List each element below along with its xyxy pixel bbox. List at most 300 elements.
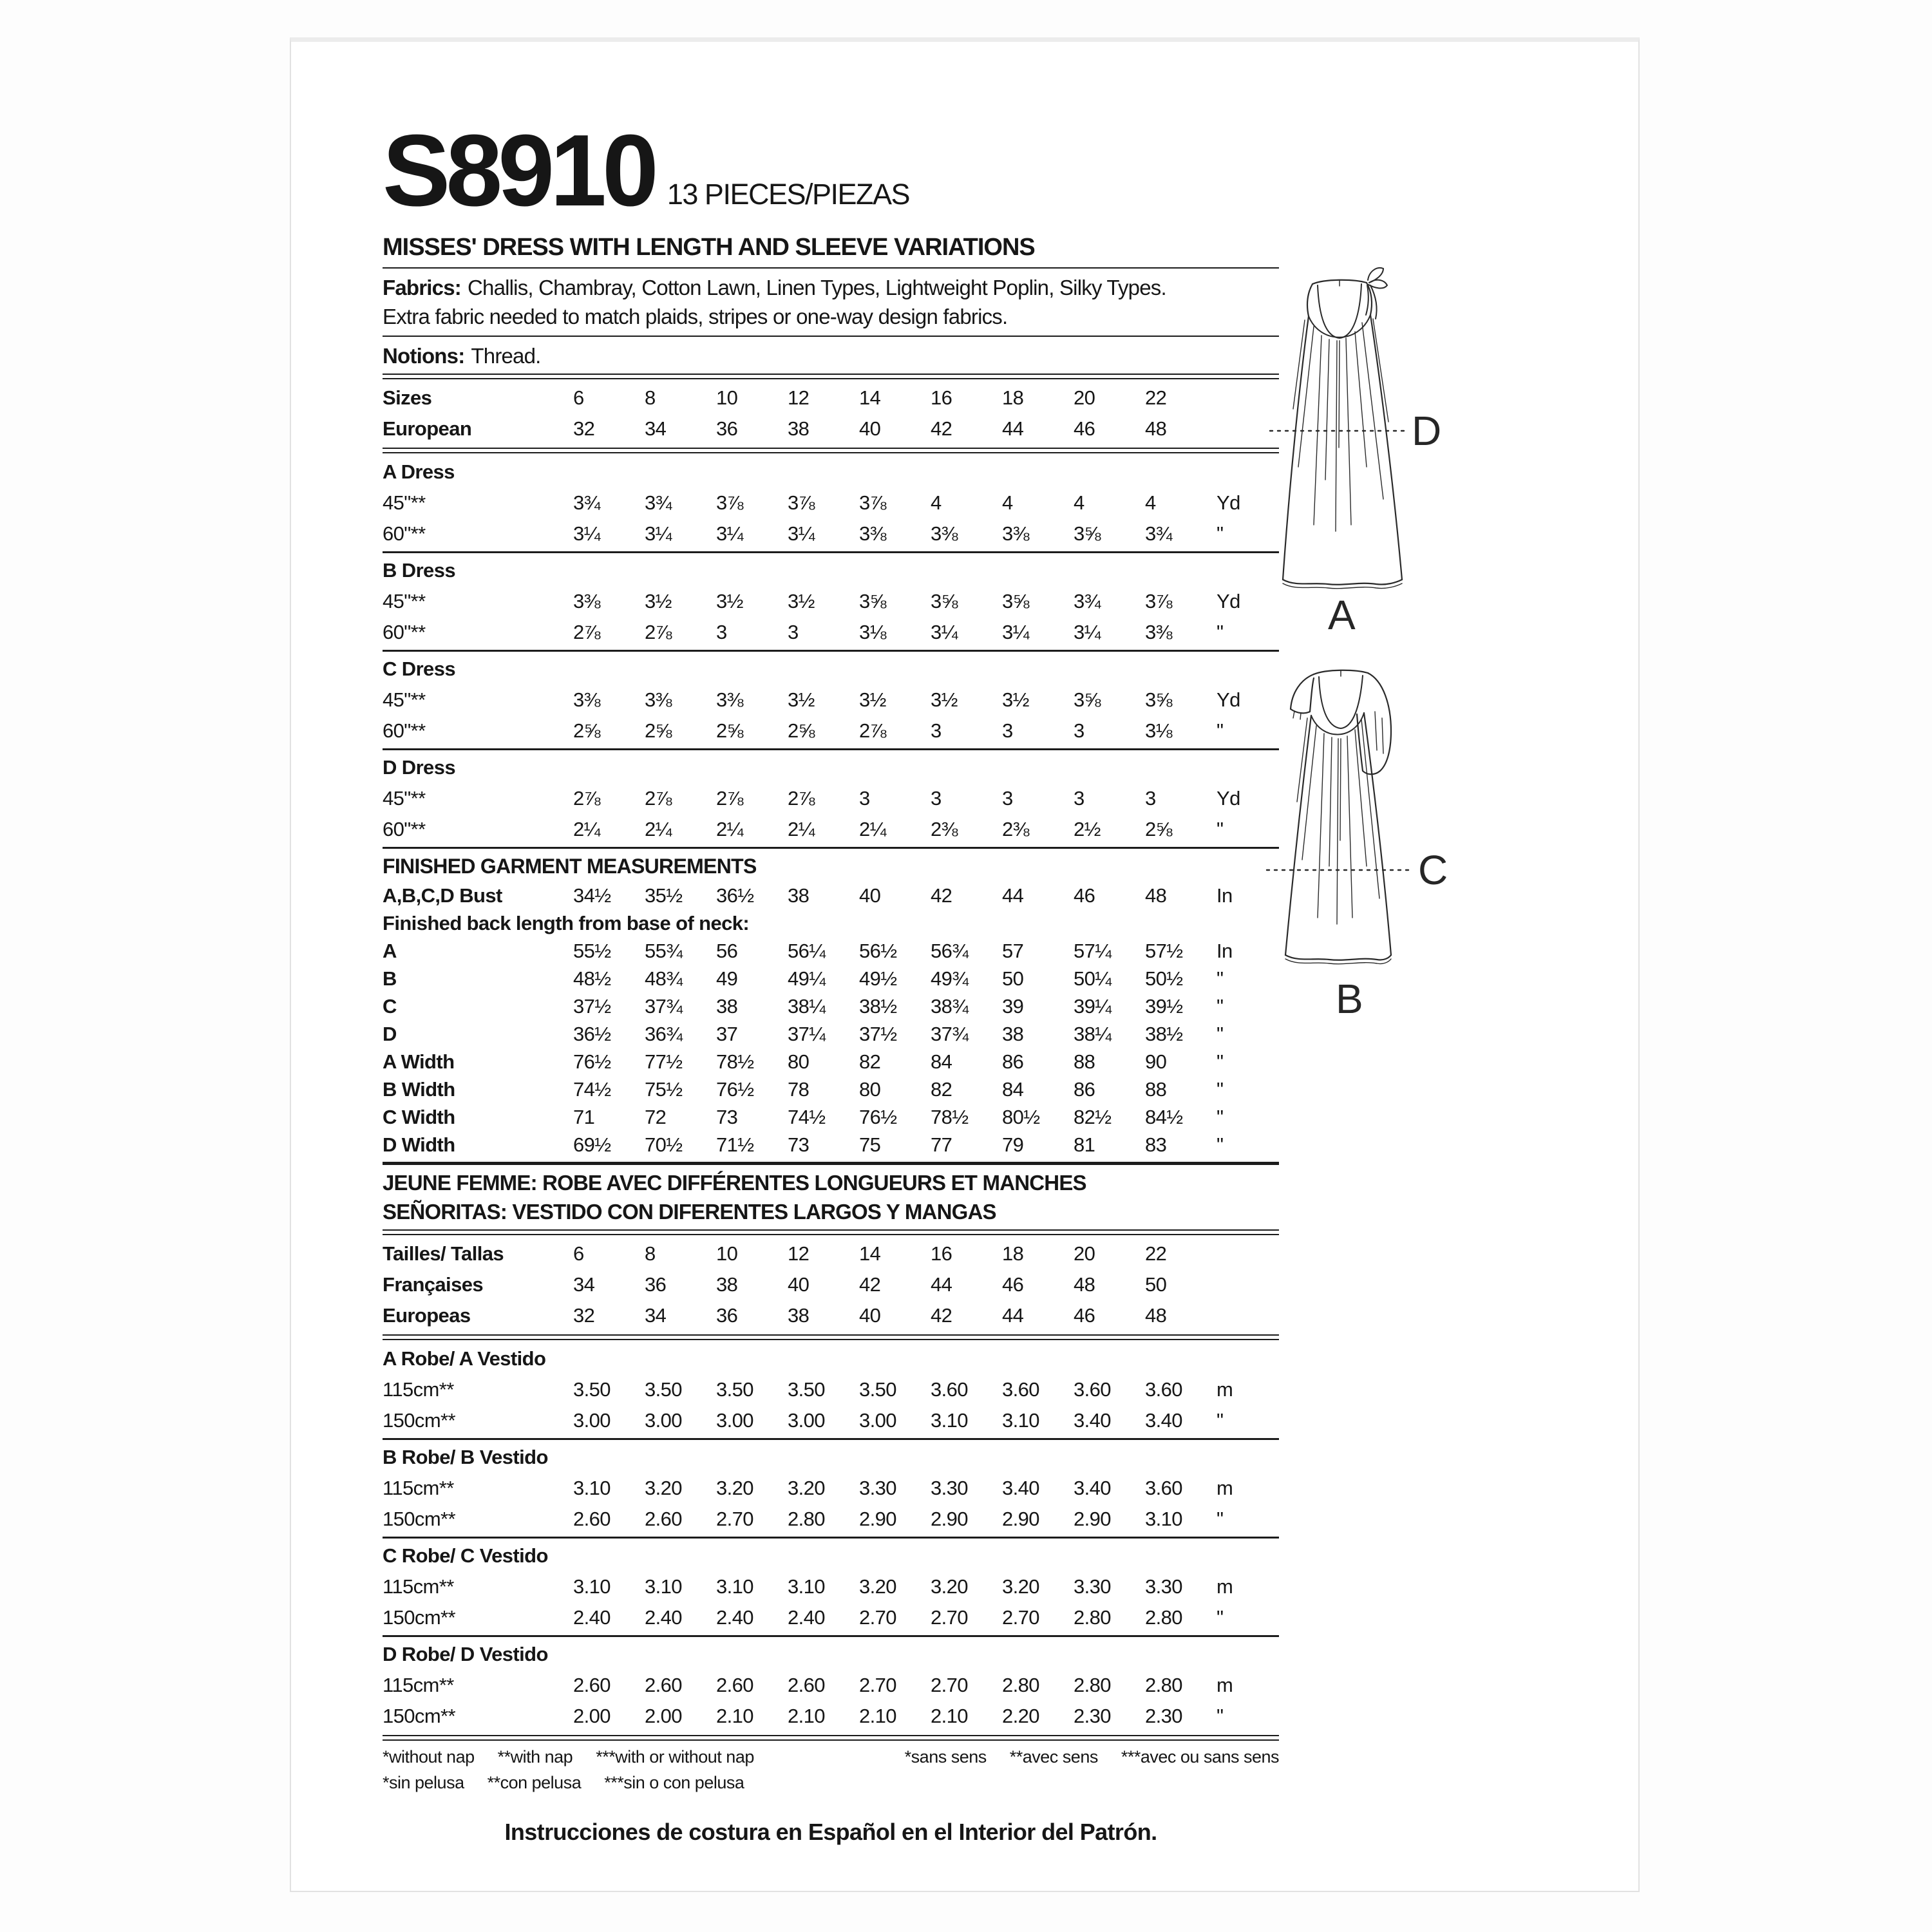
table-row xyxy=(383,685,1279,715)
size-value: 3.20 xyxy=(931,1575,968,1598)
size-value: 2.20 xyxy=(1002,1705,1039,1728)
size-value: 2.10 xyxy=(716,1705,753,1728)
size-value: 3½ xyxy=(788,590,815,613)
size-value: 32 xyxy=(573,1304,595,1327)
divider xyxy=(383,847,1279,849)
size-value: 56¾ xyxy=(931,940,969,963)
size-value: 2⅝ xyxy=(788,719,815,743)
size-value: 78 xyxy=(788,1078,810,1101)
size-value: 3¼ xyxy=(788,522,815,545)
size-value: 3¼ xyxy=(645,522,672,545)
size-value: 77½ xyxy=(645,1050,683,1074)
row-label: C Width xyxy=(383,1106,455,1129)
size-value: 71½ xyxy=(716,1133,754,1157)
size-value: 3⅞ xyxy=(859,491,886,515)
size-value: 2.60 xyxy=(716,1674,753,1697)
size-value: 2⅞ xyxy=(645,621,672,644)
size-value: 2.70 xyxy=(859,1674,896,1697)
footnotes-english xyxy=(383,1744,777,1770)
size-value: 3 xyxy=(859,787,870,810)
size-value: 3⅞ xyxy=(1145,590,1172,613)
size-value: 38½ xyxy=(1145,1023,1183,1046)
size-value: 70½ xyxy=(645,1133,683,1157)
size-value: 3¾ xyxy=(573,491,600,515)
row-label: C xyxy=(383,995,397,1018)
section-title: B Robe/ B Vestido xyxy=(383,1446,548,1469)
size-value: 3.20 xyxy=(645,1477,682,1500)
size-value: 3¼ xyxy=(1074,621,1101,644)
table-row xyxy=(383,1048,1279,1075)
row-label: A,B,C,D Bust xyxy=(383,884,502,907)
divider xyxy=(383,1635,1279,1637)
unit-label: " xyxy=(1217,1705,1224,1728)
size-value: 38½ xyxy=(859,995,897,1018)
row-label: 150cm** xyxy=(383,1606,455,1629)
size-value: 8 xyxy=(645,386,656,410)
section-title: A Robe/ A Vestido xyxy=(383,1347,546,1370)
unit-label: m xyxy=(1217,1674,1233,1697)
size-value: 3.60 xyxy=(931,1378,968,1401)
spanish-instructions-note: Instrucciones de costura en Español en el Interior del Patrón. xyxy=(504,1819,1157,1846)
size-value: 2.70 xyxy=(859,1606,896,1629)
row-label: 60"** xyxy=(383,719,426,743)
size-value: 82 xyxy=(931,1078,952,1101)
fabrics-line xyxy=(383,273,1279,302)
pattern-number: S8910 xyxy=(383,114,654,227)
table-row xyxy=(383,909,1279,937)
size-value: 3.40 xyxy=(1145,1409,1182,1432)
size-value: 56 xyxy=(716,940,738,963)
size-value: 10 xyxy=(716,386,738,410)
size-value: 75½ xyxy=(645,1078,683,1101)
size-value: 3.50 xyxy=(788,1378,825,1401)
size-value: 6 xyxy=(573,386,584,410)
size-value: 82 xyxy=(859,1050,881,1074)
size-value: 90 xyxy=(1145,1050,1167,1074)
size-value: 2½ xyxy=(1074,818,1101,841)
size-value: 69½ xyxy=(573,1133,611,1157)
size-value: 50 xyxy=(1145,1273,1167,1296)
divider xyxy=(383,336,1279,337)
footnotes xyxy=(383,1744,1279,1795)
footnote-item: **with nap xyxy=(497,1747,573,1767)
size-value: 2.10 xyxy=(859,1705,896,1728)
size-value: 3.60 xyxy=(1145,1477,1182,1500)
size-value: 44 xyxy=(1002,884,1024,907)
unit-label: m xyxy=(1217,1477,1233,1500)
size-value: 37¾ xyxy=(931,1023,969,1046)
divider xyxy=(383,551,1279,553)
size-value: 38 xyxy=(1002,1023,1024,1046)
size-value: 3 xyxy=(1002,719,1013,743)
size-value: 3⅝ xyxy=(1074,522,1101,545)
size-value: 42 xyxy=(931,1304,952,1327)
fabrics-label: Fabrics: xyxy=(383,276,461,300)
size-value: 50 xyxy=(1002,967,1024,990)
size-value: 80 xyxy=(788,1050,810,1074)
size-value: 2.80 xyxy=(1074,1674,1111,1697)
unit-label xyxy=(1217,1238,1273,1269)
footnote-item: *sin pelusa xyxy=(383,1773,464,1793)
size-value: 57¼ xyxy=(1074,940,1112,963)
section-title: D Dress xyxy=(383,756,455,779)
size-value: 2⅞ xyxy=(573,621,600,644)
size-value: 48¾ xyxy=(645,967,683,990)
size-value: 76½ xyxy=(859,1106,897,1129)
size-value: 3⅞ xyxy=(788,491,815,515)
size-value: 3¾ xyxy=(1145,522,1172,545)
unit-label: " xyxy=(1217,967,1224,990)
size-value: 3¼ xyxy=(573,522,600,545)
notions-label: Notions: xyxy=(383,344,465,368)
footnote-line-1 xyxy=(383,1744,1279,1770)
size-value: 3.10 xyxy=(1145,1508,1182,1531)
size-value: 3.50 xyxy=(645,1378,682,1401)
sleeveless-maxi-dress-icon xyxy=(1257,254,1470,673)
size-value: 40 xyxy=(859,884,881,907)
size-value: 3.40 xyxy=(1002,1477,1039,1500)
size-value: 38¾ xyxy=(931,995,969,1018)
size-value: 37½ xyxy=(573,995,611,1018)
size-value: 3.10 xyxy=(1002,1409,1039,1432)
table-row xyxy=(383,715,1279,746)
size-value: 44 xyxy=(1002,1304,1024,1327)
divider xyxy=(383,650,1279,652)
size-value: 2.80 xyxy=(788,1508,825,1531)
size-value: 36¾ xyxy=(645,1023,683,1046)
size-value: 3.60 xyxy=(1002,1378,1039,1401)
size-value: 48 xyxy=(1145,884,1167,907)
size-value: 8 xyxy=(645,1242,656,1265)
divider xyxy=(383,267,1279,269)
size-value: 39 xyxy=(1002,995,1024,1018)
unit-label: " xyxy=(1217,621,1224,644)
size-value: 83 xyxy=(1145,1133,1167,1157)
size-value: 84 xyxy=(1002,1078,1024,1101)
size-value: 74½ xyxy=(788,1106,826,1129)
table-row xyxy=(383,1269,1279,1300)
unit-label: m xyxy=(1217,1575,1233,1598)
size-value: 2.70 xyxy=(1002,1606,1039,1629)
footnote-item: ***avec ou sans sens xyxy=(1121,1747,1279,1767)
table-row xyxy=(383,1300,1279,1331)
size-value: 3.00 xyxy=(788,1409,825,1432)
size-value: 2.10 xyxy=(788,1705,825,1728)
size-value: 2.80 xyxy=(1145,1606,1182,1629)
table-row xyxy=(383,1571,1279,1602)
footnote-item: **con pelusa xyxy=(487,1773,582,1793)
size-value: 37¾ xyxy=(645,995,683,1018)
table-subhead: Finished back length from base of neck: xyxy=(383,912,750,935)
footnote-item: ***sin o con pelusa xyxy=(604,1773,744,1793)
size-value: 44 xyxy=(1002,417,1024,440)
size-value: 3⅜ xyxy=(573,688,600,712)
size-value: 16 xyxy=(931,1242,952,1265)
unit-label: " xyxy=(1217,522,1224,545)
size-value: 2¼ xyxy=(573,818,600,841)
size-value: 2⅞ xyxy=(645,787,672,810)
size-value: 34 xyxy=(573,1273,595,1296)
size-value: 2.70 xyxy=(716,1508,753,1531)
size-value: 4 xyxy=(1074,491,1084,515)
size-value: 2⅝ xyxy=(645,719,672,743)
size-value: 49¼ xyxy=(788,967,826,990)
size-value: 78½ xyxy=(931,1106,969,1129)
size-value: 2.40 xyxy=(573,1606,611,1629)
row-label: 45"** xyxy=(383,491,426,515)
size-value: 36 xyxy=(645,1273,667,1296)
unit-label: Yd xyxy=(1217,688,1240,712)
size-value: 3.00 xyxy=(859,1409,896,1432)
size-value: 3.30 xyxy=(931,1477,968,1500)
size-value: 38¼ xyxy=(788,995,826,1018)
row-label: 60"** xyxy=(383,621,426,644)
row-label: 60"** xyxy=(383,522,426,545)
fabrics-text: Challis, Chambray, Cotton Lawn, Linen Types, Lightweight Poplin, Silky Types. xyxy=(467,276,1166,300)
size-value: 2⅜ xyxy=(931,818,958,841)
size-value: 3¼ xyxy=(716,522,743,545)
row-label: D xyxy=(383,1023,397,1046)
divider xyxy=(383,1229,1279,1235)
size-value: 71 xyxy=(573,1106,595,1129)
size-value: 4 xyxy=(1002,491,1013,515)
length-label-d: D xyxy=(1412,408,1442,454)
row-label: Europeas xyxy=(383,1304,471,1327)
size-value: 49¾ xyxy=(931,967,969,990)
size-value: 3.10 xyxy=(931,1409,968,1432)
size-value: 49½ xyxy=(859,967,897,990)
size-value: 44 xyxy=(931,1273,952,1296)
size-value: 2.70 xyxy=(931,1674,968,1697)
size-value: 42 xyxy=(931,884,952,907)
size-value: 20 xyxy=(1074,386,1095,410)
unit-label: " xyxy=(1217,1606,1224,1629)
table-row xyxy=(383,1602,1279,1633)
size-value: 36 xyxy=(716,1304,738,1327)
size-value: 3.40 xyxy=(1074,1409,1111,1432)
row-label: 45"** xyxy=(383,590,426,613)
size-value: 40 xyxy=(859,417,881,440)
table-row xyxy=(383,814,1279,845)
size-value: 2.60 xyxy=(788,1674,825,1697)
size-value: 42 xyxy=(859,1273,881,1296)
size-value: 3⅜ xyxy=(1145,621,1172,644)
size-value: 3¾ xyxy=(645,491,672,515)
table-row xyxy=(383,413,1279,444)
size-value: 6 xyxy=(573,1242,584,1265)
unit-label: " xyxy=(1217,1106,1224,1129)
table-row xyxy=(383,882,1279,909)
size-value: 18 xyxy=(1002,1242,1024,1265)
yardage-chart xyxy=(383,114,1279,1846)
size-value: 22 xyxy=(1145,1242,1167,1265)
size-value: 78½ xyxy=(716,1050,754,1074)
size-value: 3½ xyxy=(716,590,743,613)
size-value: 80 xyxy=(859,1078,881,1101)
size-value: 3.00 xyxy=(716,1409,753,1432)
footnote-item: **avec sens xyxy=(1009,1747,1098,1767)
unit-label: " xyxy=(1217,1409,1224,1432)
size-value: 2.40 xyxy=(716,1606,753,1629)
footnote-item: *sans sens xyxy=(904,1747,987,1767)
size-value: 3⅝ xyxy=(931,590,958,613)
unit-label: Yd xyxy=(1217,491,1240,515)
unit-label: Yd xyxy=(1217,590,1240,613)
size-value: 46 xyxy=(1074,1304,1095,1327)
size-value: 2.00 xyxy=(573,1705,611,1728)
divider xyxy=(383,374,1279,379)
row-label: 150cm** xyxy=(383,1508,455,1531)
size-value: 3½ xyxy=(859,688,886,712)
size-value: 3⅛ xyxy=(859,621,886,644)
size-value: 3.10 xyxy=(573,1477,611,1500)
size-value: 14 xyxy=(859,1242,881,1265)
size-value: 3 xyxy=(1074,787,1084,810)
size-value: 3.10 xyxy=(788,1575,825,1598)
size-value: 50½ xyxy=(1145,967,1183,990)
size-value: 84 xyxy=(931,1050,952,1074)
dress-view-b-illustration xyxy=(1257,647,1489,1066)
size-value: 34½ xyxy=(573,884,611,907)
row-label: European xyxy=(383,417,472,440)
pieces-count: 13 PIECES/PIEZAS xyxy=(667,178,910,211)
table-row xyxy=(383,1103,1279,1131)
size-value: 2.90 xyxy=(1074,1508,1111,1531)
size-value: 3.00 xyxy=(645,1409,682,1432)
row-label: 115cm** xyxy=(383,1674,454,1697)
size-value: 2¼ xyxy=(645,818,672,841)
size-value: 39½ xyxy=(1145,995,1183,1018)
table-row xyxy=(383,992,1279,1020)
size-value: 81 xyxy=(1074,1133,1095,1157)
size-value: 3½ xyxy=(931,688,958,712)
size-value: 2.10 xyxy=(931,1705,968,1728)
footnote-item: ***with or without nap xyxy=(596,1747,754,1767)
size-value: 56½ xyxy=(859,940,897,963)
size-value: 76½ xyxy=(716,1078,754,1101)
table-row xyxy=(383,1701,1279,1732)
yardage-sections-metric xyxy=(383,1343,1279,1732)
size-value: 36 xyxy=(716,417,738,440)
size-value: 2.60 xyxy=(645,1508,682,1531)
unit-label: " xyxy=(1217,1078,1224,1101)
size-value: 12 xyxy=(788,386,810,410)
unit-label: Yd xyxy=(1217,787,1240,810)
unit-label: " xyxy=(1217,1050,1224,1074)
unit-label: " xyxy=(1217,995,1224,1018)
size-value: 73 xyxy=(788,1133,810,1157)
footnote-item: *without nap xyxy=(383,1747,475,1767)
size-value: 3⅜ xyxy=(716,688,743,712)
row-label: Françaises xyxy=(383,1273,483,1296)
size-value: 38 xyxy=(788,1304,810,1327)
size-value: 34 xyxy=(645,417,667,440)
size-value: 3.10 xyxy=(645,1575,682,1598)
size-value: 3 xyxy=(788,621,799,644)
size-value: 38 xyxy=(788,884,810,907)
size-value: 2⅞ xyxy=(788,787,815,810)
notions-text: Thread. xyxy=(471,344,541,368)
size-value: 4 xyxy=(931,491,942,515)
table-row xyxy=(383,783,1279,814)
size-value: 38¼ xyxy=(1074,1023,1112,1046)
size-value: 48 xyxy=(1074,1273,1095,1296)
size-value: 2.40 xyxy=(645,1606,682,1629)
size-value: 72 xyxy=(645,1106,667,1129)
size-value: 2⅞ xyxy=(573,787,600,810)
size-value: 3 xyxy=(1074,719,1084,743)
title-block xyxy=(383,114,1279,227)
size-value: 55½ xyxy=(573,940,611,963)
size-value: 3⅝ xyxy=(859,590,886,613)
size-value: 88 xyxy=(1074,1050,1095,1074)
size-value: 3.30 xyxy=(1145,1575,1182,1598)
size-value: 79 xyxy=(1002,1133,1024,1157)
size-value: 76½ xyxy=(573,1050,611,1074)
size-value: 3 xyxy=(1145,787,1156,810)
size-value: 2¼ xyxy=(716,818,743,841)
table-row xyxy=(383,518,1279,549)
size-value: 3¾ xyxy=(1074,590,1101,613)
divider xyxy=(383,1162,1279,1165)
table-row xyxy=(383,1238,1279,1269)
size-value: 3.10 xyxy=(716,1575,753,1598)
section-title: C Dress xyxy=(383,658,455,681)
size-value: 3½ xyxy=(645,590,672,613)
size-value: 2.90 xyxy=(1002,1508,1039,1531)
size-value: 3 xyxy=(931,787,942,810)
size-value: 3⅝ xyxy=(1074,688,1101,712)
unit-label xyxy=(1217,1300,1273,1331)
size-value: 3½ xyxy=(1002,688,1029,712)
size-value: 57½ xyxy=(1145,940,1183,963)
table-row xyxy=(383,1075,1279,1103)
size-value: 2⅝ xyxy=(716,719,743,743)
divider xyxy=(383,1334,1279,1340)
size-value: 36½ xyxy=(716,884,754,907)
size-value: 38 xyxy=(716,1273,738,1296)
size-value: 2.80 xyxy=(1074,1606,1111,1629)
size-value: 3.60 xyxy=(1145,1378,1182,1401)
size-value: 50¼ xyxy=(1074,967,1112,990)
puff-sleeve-dress-icon xyxy=(1257,647,1489,1066)
size-value: 3⅜ xyxy=(1002,522,1029,545)
size-value: 2.30 xyxy=(1074,1705,1111,1728)
pattern-envelope-back-page xyxy=(290,37,1640,1892)
divider xyxy=(383,1735,1279,1741)
row-label: 150cm** xyxy=(383,1705,455,1728)
size-value: 3¼ xyxy=(931,621,958,644)
row-label: B Width xyxy=(383,1078,455,1101)
size-value: 3⅜ xyxy=(645,688,672,712)
size-value: 3.00 xyxy=(573,1409,611,1432)
size-value: 84½ xyxy=(1145,1106,1183,1129)
size-value: 37¼ xyxy=(788,1023,826,1046)
pattern-description-heading: MISSES' DRESS WITH LENGTH AND SLEEVE VARIATIONS xyxy=(383,234,1035,261)
size-value: 3.20 xyxy=(788,1477,825,1500)
size-value: 3 xyxy=(931,719,942,743)
size-value: 16 xyxy=(931,386,952,410)
size-value: 38 xyxy=(716,995,738,1018)
size-value: 3½ xyxy=(788,688,815,712)
dress-view-a-illustration xyxy=(1257,254,1470,673)
size-value: 74½ xyxy=(573,1078,611,1101)
size-value: 18 xyxy=(1002,386,1024,410)
size-value: 2.60 xyxy=(573,1508,611,1531)
finished-measurements-rows xyxy=(383,882,1279,1159)
divider xyxy=(383,448,1279,453)
size-value: 2¼ xyxy=(788,818,815,841)
